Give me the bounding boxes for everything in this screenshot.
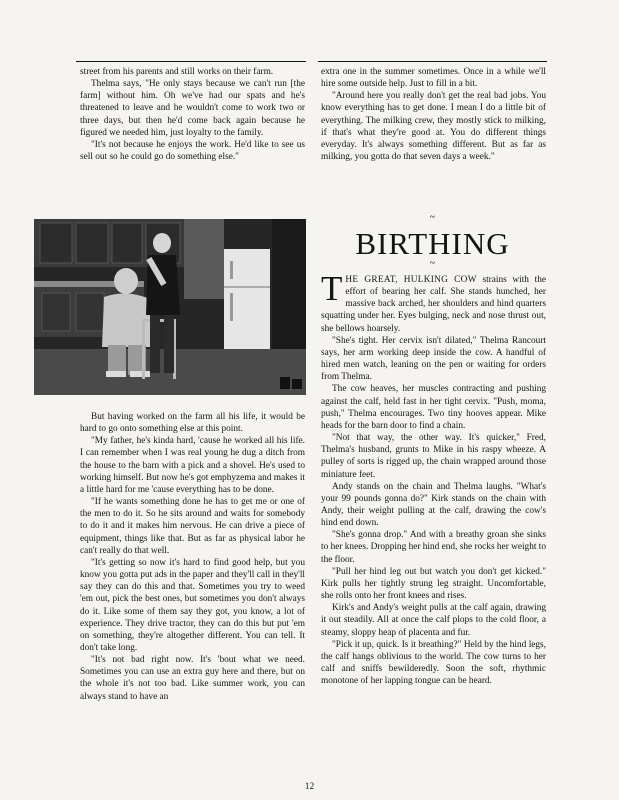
paragraph: Kirk's and Andy's weight pulls at the calf again, drawing it out steadily. All at once the calf plops to the cold floor, a steamy, sloppy heap of placenta and fur. xyxy=(321,603,546,638)
left-column-bottom xyxy=(80,411,305,703)
drop-cap: T xyxy=(321,269,343,308)
paragraph: "It's not because he enjoys the work. He'd like to see us sell out so he could go do something else." xyxy=(80,139,305,163)
paragraph: "Pick it up, quick. Is it breathing?" Held by the hind legs, the calf hangs oblivious to the world. The cow turns to her calf and sniffs bewilderedly. Soon the soft, rhythmic monotone of her lapping tongue can be heard. xyxy=(321,639,546,687)
left-column-top xyxy=(80,66,305,163)
paragraph: "She's tight. Her cervix isn't dilated," Thelma Rancourt says, her arm working deep inside the cow. A handful of hired men watch, leaning on the pen or waiting for orders from Thelma. xyxy=(321,335,546,383)
right-column-body xyxy=(321,269,546,687)
paragraph: But having worked on the farm all his life, it would be hard to go onto something else at this point. xyxy=(80,412,305,435)
paragraph: street from his parents and still works on their farm. xyxy=(80,67,274,77)
title-ornament-top: ~ xyxy=(429,212,436,223)
title-ornament-bottom: ~ xyxy=(429,258,436,269)
lead-text: strains with the effort of bearing her calf. She stands hunched, her massive back arched, her shoulders and hind quarters squatting under her. Eyes bulging, neck and nose thrust out, she bellows hoarsely. xyxy=(321,275,546,334)
right-column-top xyxy=(321,66,546,163)
paragraph: "It's not bad right now. It's 'bout what we need. Sometimes you can use an extra guy here and there, but on the whole it's not too bad. Like summer work, you can always stand to have an xyxy=(80,655,305,702)
paragraph: extra one in the summer sometimes. Once in a while we'll hire some outside help. Just to fill in a bit. xyxy=(321,67,546,90)
paragraph: "Around here you really don't get the real bad jobs. You know everything has to get done. I mean I do a little bit of everything. The milking crew, they mostly stick to milking, if that's what they're good at. You do different things everyday. It's always something different. But as far as milking, you gotta do that seven days a week." xyxy=(321,91,546,163)
top-rule-left xyxy=(76,61,306,62)
lead-small-caps: HE GREAT, HULKING COW xyxy=(345,275,477,285)
paragraph: "She's gonna drop." And with a breathy groan she sinks to her knees. Dropping her hind end, she rocks her weight to the floor. xyxy=(321,530,546,565)
top-rule-right xyxy=(318,61,547,62)
page-number: 12 xyxy=(304,782,315,792)
kitchen-photo xyxy=(34,219,306,395)
photo-illustration xyxy=(34,219,306,395)
section-title: BIRTHING xyxy=(355,226,510,261)
paragraph: "If he wants something done he has to get me or one of the men to do it. So he sits around and waits for somebody to do it and it makes him nervous. He can drive a piece of equipment, things like that. But as far as physical labor he can't really do that well. xyxy=(80,497,305,556)
paragraph: "It's getting so now it's hard to find good help, but you know you gotta put ads in the paper and they'll call in they'll say they can do this and that. Sometimes you try to weed 'em out, pick the best ones, but sometimes you don't always do it. Like some of them say they got, you know, a lot of experience. They drive tractor, they can do this but put 'em on something, they're altogether different. You can tell. It don't take long. xyxy=(80,557,305,653)
paragraph: "My father, he's kinda hard, 'cause he worked all his life. I can remember when I was real young he dug a ditch from the house to the barn with a pick and a shovel. He's used to working himself. But now he's got emphyzema and makes it a little hard for me 'cause everything has to be done. xyxy=(80,436,305,495)
lead-paragraph xyxy=(321,269,546,335)
paragraph: "Pull her hind leg out but watch you don't get kicked." Kirk pulls her tightly strung leg straight. Uncomfortable, she rolls onto her front knees and rises. xyxy=(321,566,546,602)
paragraph: "Not that way, the other way. It's quicker," Fred, Thelma's husband, grunts to Mike in his raspy wheeze. A pulley of sorts is rigged up, the chain wrapped around those miniature feet. xyxy=(321,433,546,480)
paragraph: Andy stands on the chain and Thelma laughs. "What's your 99 pounds gonna do?" Kirk stands on the chain with Andy, their weight pulling at the calf, drawing the cow's hind end down. xyxy=(321,481,546,529)
paragraph: The cow heaves, her muscles contracting and pushing against the calf, held fast in her tight cervix. "Push, moma, push," Thelma encourages. Two tiny hooves appear. Mike heads for the barn door to find a chain. xyxy=(321,384,546,431)
paragraph: Thelma says, "He only stays because we can't run [the farm] without him. Oh we've had our spats and he's threatened to leave and he wouldn't come to work two or three days, but then he'd come back again because he figured we needed him, just loyalty to the family. xyxy=(80,79,305,138)
